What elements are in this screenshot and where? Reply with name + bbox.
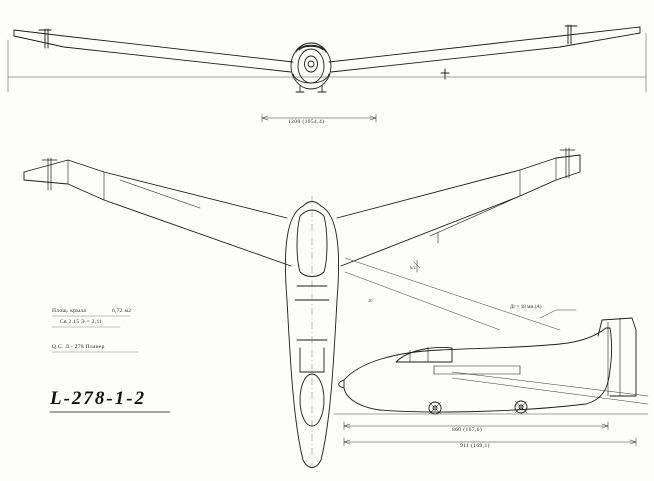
spec-line-4-left: Q.С. Л - 278 Планер	[52, 344, 105, 350]
side-elevation-view	[334, 310, 648, 446]
plan-view	[24, 148, 580, 470]
tail-note-label: Дг = 18 мм (A)	[510, 305, 542, 310]
spec-line-1-left: Площ. крыла	[52, 308, 87, 314]
chord-note-label: 20	[368, 298, 373, 303]
front-span-dimension-label: 1200 (1054,4)	[288, 119, 325, 125]
front-elevation-view	[8, 25, 646, 122]
drawing-title: L-278-1-2	[50, 388, 147, 409]
side-length-dimension-label: 860 (167,6)	[452, 427, 483, 433]
wing-half-span-note-label: b/2	[410, 265, 416, 270]
spec-line-1-right: 6,72 м2	[112, 308, 132, 314]
side-length-alt-dimension-label: 911 (169,1)	[460, 443, 490, 449]
spec-line-2-left: Св 2.15 Э = 2,11	[60, 319, 103, 325]
